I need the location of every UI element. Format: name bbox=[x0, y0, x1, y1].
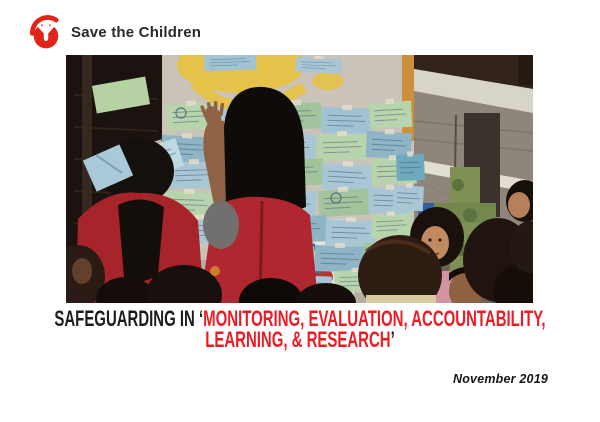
cover-photo bbox=[66, 55, 533, 303]
title-closing-quote: ’ bbox=[390, 327, 395, 352]
title-line-2 bbox=[0, 329, 600, 350]
title-prefix-text: SAFEGUARDING IN ‘ bbox=[54, 306, 204, 331]
report-title bbox=[0, 308, 600, 350]
save-the-children-logo-icon bbox=[29, 15, 63, 49]
title-highlight-text-2: LEARNING, & RESEARCH bbox=[205, 327, 391, 352]
logo-text: Save the Children bbox=[71, 23, 202, 41]
title-highlight-text-1: MONITORING, EVALUATION, ACCOUNTABILITY, bbox=[203, 306, 546, 331]
logo bbox=[29, 15, 201, 49]
publication-date: November 2019 bbox=[452, 372, 548, 386]
title-line-1 bbox=[0, 308, 600, 329]
